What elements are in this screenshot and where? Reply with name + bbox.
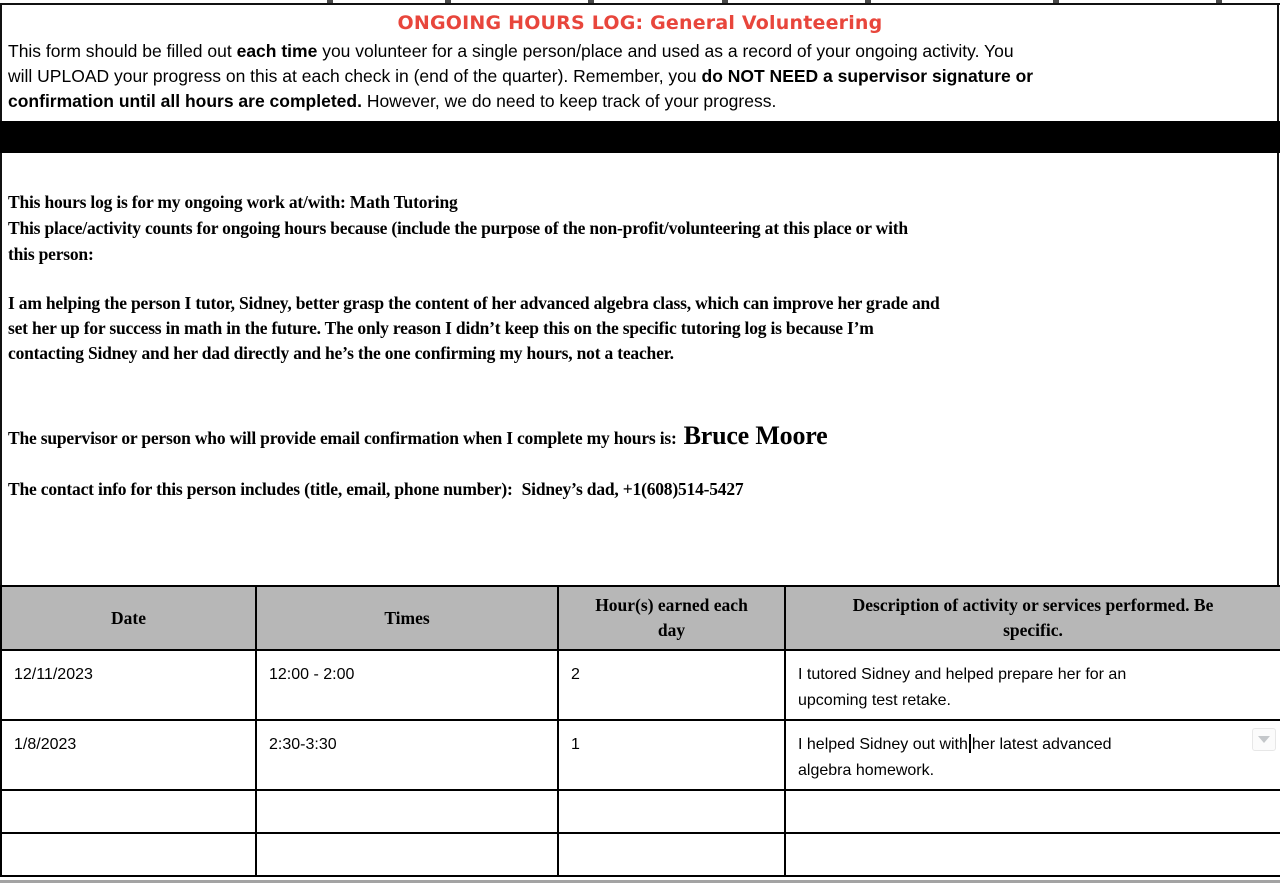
chevron-down-icon	[1258, 736, 1270, 743]
cell-date[interactable]: 1/8/2023	[1, 720, 256, 790]
supervisor-name[interactable]: Bruce Moore	[683, 421, 828, 450]
table-row-empty	[1, 833, 1280, 876]
cell-description[interactable]	[785, 833, 1280, 876]
description-text-after-caret: her latest advanced algebra homework.	[798, 736, 1112, 779]
cell-times[interactable]	[256, 833, 558, 876]
description-text-before-caret: I helped Sidney out with	[798, 736, 968, 753]
intro-paragraph[interactable]: This form should be filled out each time you volunteer for a single person/place and used as a record of your ongoing activity. You will UPLOAD your progress on this at each check in (end of the quarter). Remember, you do NOT NEED a supervisor signature or confirmation until all hours are completed. However, we do need to keep track of your progress.	[8, 41, 1034, 111]
header-cell-times: Times	[256, 586, 558, 650]
contact-label: The contact info for this person includes (title, email, phone number):	[8, 479, 513, 499]
document-title[interactable]: ONGOING HOURS LOG: General Volunteering	[397, 12, 883, 34]
cell-hours[interactable]	[558, 790, 785, 833]
page-bottom-edge	[0, 880, 1280, 883]
section-divider-bar	[0, 121, 1280, 153]
table-row-empty	[1, 790, 1280, 833]
cell-description[interactable]: I tutored Sidney and helped prepare her for an upcoming test retake.	[785, 650, 1280, 720]
cell-hours[interactable]	[558, 833, 785, 876]
cell-date[interactable]: 12/11/2023	[1, 650, 256, 720]
purpose-line[interactable]: This place/activity counts for ongoing hours because (include the purpose of the non-profit/volunteering at this place or with this person:	[8, 218, 908, 264]
cell-hours[interactable]: 1	[558, 720, 785, 790]
table-row	[1, 720, 1280, 790]
table-row-dropdown-button[interactable]	[1252, 728, 1276, 751]
cell-times[interactable]	[256, 790, 558, 833]
table-header-row	[1, 586, 1280, 650]
cell-hours[interactable]: 2	[558, 650, 785, 720]
page-top-border	[0, 3, 1280, 5]
cell-date[interactable]	[1, 790, 256, 833]
contact-line[interactable]	[8, 477, 1272, 502]
text-cursor-caret	[969, 734, 971, 753]
header-cell-description: Description of activity or services performed. Be specific.	[785, 586, 1280, 650]
header-cell-hours: Hour(s) earned each day	[558, 586, 785, 650]
cell-times[interactable]: 12:00 - 2:00	[256, 650, 558, 720]
table-row	[1, 650, 1280, 720]
contact-value[interactable]: Sidney’s dad, +1(608)514-5427	[521, 479, 744, 499]
header-cell-date: Date	[1, 586, 256, 650]
cell-description[interactable]	[785, 790, 1280, 833]
work-and-purpose-block[interactable]	[8, 189, 1272, 267]
supervisor-line[interactable]	[8, 420, 1272, 454]
cell-date[interactable]	[1, 833, 256, 876]
cell-times[interactable]: 2:30-3:30	[256, 720, 558, 790]
work-line[interactable]: This hours log is for my ongoing work at/with: Math Tutoring	[8, 192, 458, 212]
hours-log-table	[0, 585, 1280, 877]
explanation-paragraph[interactable]: I am helping the person I tutor, Sidney, better grasp the content of her advanced algebra class, which can improve her grade and set her up for success in math in the future. The only reason I didn’t keep this on the specific tutoring log is because I’m contacting Sidney and her dad directly and he’s the one confirming my hours, not a teacher.	[8, 293, 940, 363]
cell-description[interactable]	[785, 720, 1280, 790]
supervisor-label: The supervisor or person who will provide email confirmation when I complete my hours is:	[8, 428, 677, 448]
